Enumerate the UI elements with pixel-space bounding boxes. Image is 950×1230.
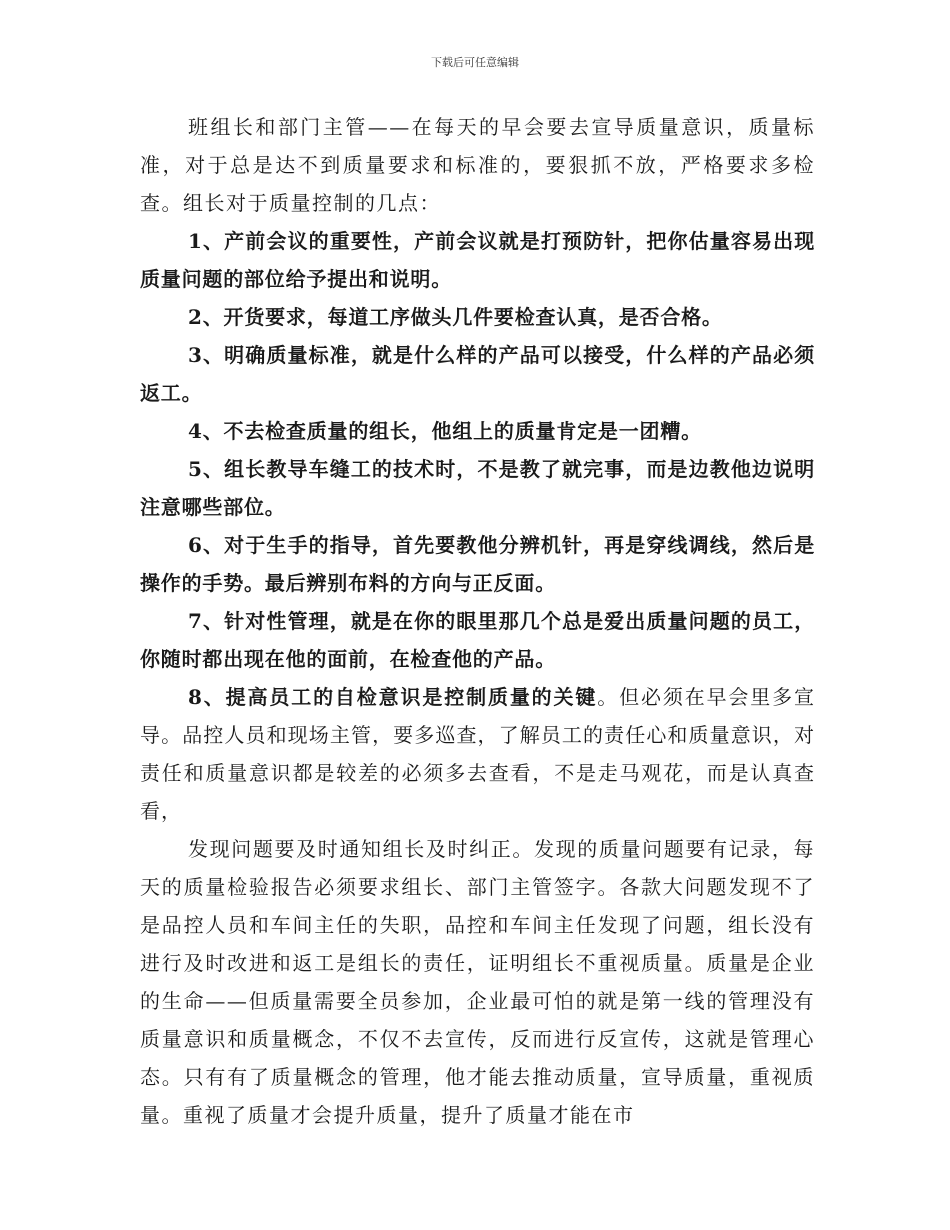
page-header: 下载后可任意编辑 xyxy=(431,56,519,69)
point-5: 5、组长教导车缝工的技术时，不是教了就完事，而是边教他边说明注意哪些部位。 xyxy=(140,457,815,519)
point-4: 4、不去检查质量的组长，他组上的质量肯定是一团糟。 xyxy=(188,419,702,443)
point-8-body: 。但必须在早会里多宣导。品控人员和现场主管，要多巡查，了解员工的责任心和质量意识，对责任和质量意识都是较差的必须多去查看，不是走马观花，而是认真查看， xyxy=(140,685,816,823)
final-paragraph: 发现问题要及时通知组长及时纠正。发现的质量问题要有记录，每天的质量检验报告必须要求组长、部门主管签字。各款大问题发现不了是品控人员和车间主任的失职，品控和车间主任发现了问题，组长没有进行及时改进和返工是组长的责任，证明组长不重视质量。质量是企业的生命——但质量需要全员参加，企业最可怕的就是第一线的管理没有质量意识和质量概念，不仅不去宣传，反而进行反宣传，这就是管理心态。只有有了质量概念的管理，他才能去推动质量，宣导质量，重视质量。重视了质量才会提升质量，提升了质量才能在市 xyxy=(140,837,815,1127)
point-8 xyxy=(140,678,815,830)
intro-paragraph: 班组长和部门主管——在每天的早会要去宣导质量意识，质量标准，对于总是达不到质量要求和标准的，要狠抓不放，严格要求多检查。组长对于质量控制的几点： xyxy=(140,115,815,215)
point-3: 3、明确质量标准，就是什么样的产品可以接受，什么样的产品必须返工。 xyxy=(140,343,815,405)
document-body xyxy=(140,108,815,1134)
point-2: 2、开货要求，每道工序做头几件要检查认真，是否合格。 xyxy=(188,305,723,329)
point-8-heading: 8、提高员工的自检意识是控制质量的关键 xyxy=(188,685,598,709)
point-1: 1、产前会议的重要性，产前会议就是打预防针，把你估量容易出现质量问题的部位给予提出和说明。 xyxy=(140,229,815,291)
point-6: 6、对于生手的指导，首先要教他分辨机针，再是穿线调线，然后是操作的手势。最后辨别布料的方向与正反面。 xyxy=(140,533,815,595)
point-7: 7、针对性管理，就是在你的眼里那几个总是爱出质量问题的员工，你随时都出现在他的面前，在检查他的产品。 xyxy=(140,609,815,671)
